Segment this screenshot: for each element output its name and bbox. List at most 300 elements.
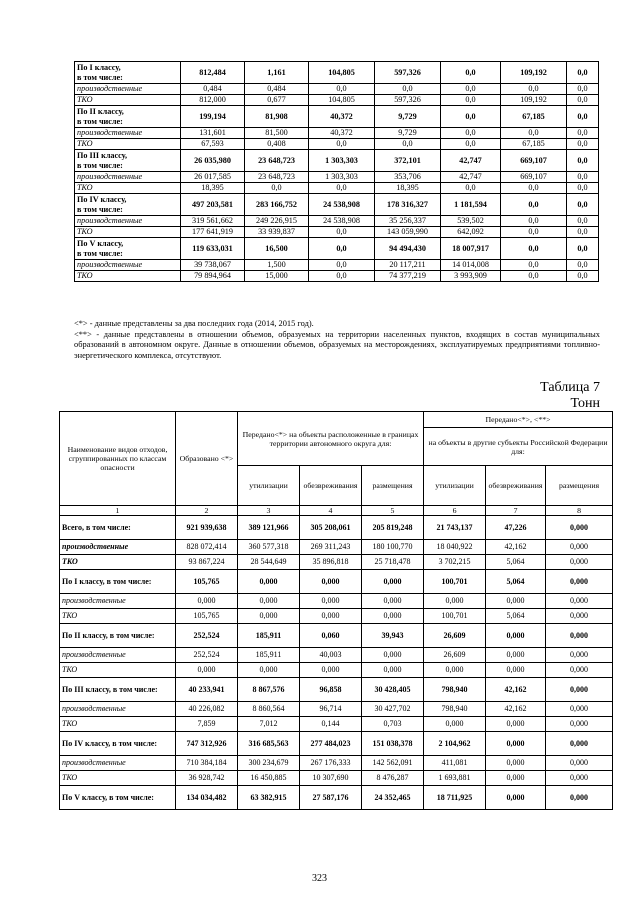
- table-unit: Тонн: [570, 396, 600, 411]
- table-cell: 0,000: [546, 732, 613, 756]
- table-cell: 0,000: [424, 663, 486, 678]
- table-cell: 40 226,082: [176, 702, 238, 717]
- table-cell: 0,0: [501, 194, 567, 216]
- header-util-2: утилизации: [424, 466, 486, 506]
- row-label: По V классу, в том числе:: [60, 786, 176, 810]
- table-cell: 0,0: [567, 150, 599, 172]
- col-num: 7: [486, 506, 546, 516]
- table-cell: 0,0: [309, 271, 375, 282]
- header-place-2: размещения: [546, 466, 613, 506]
- col-num: 5: [362, 506, 424, 516]
- table-cell: 40 233,941: [176, 678, 238, 702]
- row-label-line: в том числе:: [77, 204, 123, 214]
- table-cell: 27 587,176: [300, 786, 362, 810]
- table-cell: 104,805: [309, 95, 375, 106]
- table-cell: 0,000: [362, 570, 424, 594]
- table-cell: 67,593: [181, 139, 245, 150]
- table-cell: 0,000: [546, 648, 613, 663]
- header-util: утилизации: [238, 466, 300, 506]
- table-cell: 0,000: [300, 609, 362, 624]
- table-cell: 178 316,327: [375, 194, 441, 216]
- table-cell: 710 384,184: [176, 756, 238, 771]
- table-row: [75, 150, 599, 172]
- table-cell: 40,372: [309, 106, 375, 128]
- table-cell: 0,000: [546, 516, 613, 540]
- table-row: [75, 216, 599, 227]
- table-cell: 269 311,243: [300, 540, 362, 555]
- table-caption: Таблица 7: [540, 380, 600, 395]
- table-cell: 305 208,061: [300, 516, 362, 540]
- table-cell: 0,0: [375, 139, 441, 150]
- table-cell: 0,0: [441, 84, 501, 95]
- row-label: [75, 150, 181, 172]
- row-label: производственные: [60, 594, 176, 609]
- table-cell: 18,395: [181, 183, 245, 194]
- table-cell: 0,0: [567, 183, 599, 194]
- table-cell: 0,000: [486, 732, 546, 756]
- row-label: ТКО: [60, 555, 176, 570]
- table-cell: 14 014,008: [441, 260, 501, 271]
- table-cell: 18 711,925: [424, 786, 486, 810]
- table-cell: 1 303,303: [309, 150, 375, 172]
- table-cell: 0,0: [567, 172, 599, 183]
- table-cell: 0,0: [501, 84, 567, 95]
- table-cell: 0,0: [501, 227, 567, 238]
- table-cell: 0,060: [300, 624, 362, 648]
- table-cell: 411,081: [424, 756, 486, 771]
- table-cell: 67,185: [501, 139, 567, 150]
- table-cell: 1,161: [245, 62, 309, 84]
- table-cell: 0,0: [501, 128, 567, 139]
- table-cell: 0,703: [362, 717, 424, 732]
- table-cell: 16,500: [245, 238, 309, 260]
- table-cell: 0,000: [300, 663, 362, 678]
- table-cell: 0,0: [309, 238, 375, 260]
- table-row: [60, 732, 613, 756]
- table-row: [60, 540, 613, 555]
- header-name: Наименование видов отходов, сгруппированных по классам опасности: [60, 412, 176, 506]
- table-cell: 105,765: [176, 570, 238, 594]
- table-cell: 5,064: [486, 555, 546, 570]
- col-num: 6: [424, 506, 486, 516]
- table-cell: 23 648,723: [245, 150, 309, 172]
- row-label: производственные: [60, 540, 176, 555]
- row-label: [75, 194, 181, 216]
- table-cell: 0,0: [567, 106, 599, 128]
- table-cell: 5,064: [486, 609, 546, 624]
- table-cell: 0,0: [567, 139, 599, 150]
- table-cell: 96,858: [300, 678, 362, 702]
- table-cell: 0,000: [424, 594, 486, 609]
- table-cell: 0,484: [245, 84, 309, 95]
- row-label-line: в том числе:: [77, 72, 123, 82]
- row-label: ТКО: [60, 771, 176, 786]
- table-cell: 30 428,405: [362, 678, 424, 702]
- table-cell: 21 743,137: [424, 516, 486, 540]
- table-cell: 39 738,067: [181, 260, 245, 271]
- table-cell: 0,000: [546, 663, 613, 678]
- table-row: [75, 95, 599, 106]
- table-cell: 0,0: [441, 95, 501, 106]
- table-cell: 252,524: [176, 624, 238, 648]
- table-cell: 105,765: [176, 609, 238, 624]
- table-cell: 0,0: [309, 227, 375, 238]
- table-cell: 104,805: [309, 62, 375, 84]
- table-cell: 0,0: [501, 238, 567, 260]
- row-label-line: По V классу,: [77, 238, 124, 248]
- table-row: [75, 183, 599, 194]
- table-cell: 18 007,917: [441, 238, 501, 260]
- table-cell: 2 104,962: [424, 732, 486, 756]
- table-cell: 0,0: [245, 183, 309, 194]
- table-cell: 798,940: [424, 678, 486, 702]
- table-cell: 36 928,742: [176, 771, 238, 786]
- row-label: ТКО: [75, 139, 181, 150]
- row-label: производственные: [75, 216, 181, 227]
- table-cell: 42,747: [441, 150, 501, 172]
- table-cell: 669,107: [501, 172, 567, 183]
- table-cell: 42,747: [441, 172, 501, 183]
- table-cell: 0,677: [245, 95, 309, 106]
- table-cell: 0,000: [238, 663, 300, 678]
- table-row: [75, 271, 599, 282]
- row-label: ТКО: [75, 95, 181, 106]
- row-label: ТКО: [60, 663, 176, 678]
- table-cell: 0,000: [546, 702, 613, 717]
- table-cell: 94 494,430: [375, 238, 441, 260]
- table-cell: 23 648,723: [245, 172, 309, 183]
- table-cell: 669,107: [501, 150, 567, 172]
- table-cell: 143 059,990: [375, 227, 441, 238]
- page-number: 323: [312, 873, 327, 884]
- table-row: [75, 128, 599, 139]
- table-cell: 30 427,702: [362, 702, 424, 717]
- table-7: [59, 411, 613, 810]
- row-label: производственные: [75, 260, 181, 271]
- table-cell: 0,0: [567, 128, 599, 139]
- table-row: [60, 594, 613, 609]
- table-cell: 81,500: [245, 128, 309, 139]
- table-row: [75, 172, 599, 183]
- table-row: [75, 62, 599, 84]
- row-label: ТКО: [60, 717, 176, 732]
- table-cell: 353,706: [375, 172, 441, 183]
- row-label-line: в том числе:: [77, 248, 123, 258]
- table-row: [75, 260, 599, 271]
- table-row: [75, 139, 599, 150]
- table-cell: 597,326: [375, 95, 441, 106]
- table-cell: 0,484: [181, 84, 245, 95]
- table-cell: 0,000: [238, 609, 300, 624]
- table-cell: 316 685,563: [238, 732, 300, 756]
- table-cell: 0,408: [245, 139, 309, 150]
- table-cell: 0,0: [567, 62, 599, 84]
- table-cell: 921 939,638: [176, 516, 238, 540]
- table-cell: 798,940: [424, 702, 486, 717]
- table-cell: 134 034,482: [176, 786, 238, 810]
- table-cell: 26 017,585: [181, 172, 245, 183]
- table-cell: 0,0: [441, 139, 501, 150]
- table-cell: 109,192: [501, 62, 567, 84]
- table-cell: 277 484,023: [300, 732, 362, 756]
- row-label: [75, 238, 181, 260]
- header-place: размещения: [362, 466, 424, 506]
- table-cell: 96,714: [300, 702, 362, 717]
- table-cell: 40,372: [309, 128, 375, 139]
- table-cell: 185,911: [238, 624, 300, 648]
- table-cell: 597,326: [375, 62, 441, 84]
- table-row: [60, 570, 613, 594]
- table-cell: 5,064: [486, 570, 546, 594]
- footnote-1: <*> - данные представлены за два последних года (2014, 2015 год).: [74, 319, 314, 328]
- table-cell: 100,701: [424, 570, 486, 594]
- header-neutral: обезвреживания: [300, 466, 362, 506]
- table-cell: 0,000: [300, 594, 362, 609]
- table-cell: 0,000: [238, 594, 300, 609]
- table-cell: 0,000: [300, 570, 362, 594]
- row-label: ТКО: [75, 271, 181, 282]
- table-row: [60, 663, 613, 678]
- col-num: 2: [176, 506, 238, 516]
- table-cell: 7,859: [176, 717, 238, 732]
- row-label: производственные: [60, 756, 176, 771]
- table-cell: 185,911: [238, 648, 300, 663]
- table-cell: 8 867,576: [238, 678, 300, 702]
- table-cell: 0,000: [486, 624, 546, 648]
- table-cell: 0,0: [309, 84, 375, 95]
- table-cell: 1,500: [245, 260, 309, 271]
- table-cell: 180 100,770: [362, 540, 424, 555]
- table-cell: 389 121,966: [238, 516, 300, 540]
- table-cell: 100,701: [424, 609, 486, 624]
- table-cell: 0,000: [176, 663, 238, 678]
- table-cell: 812,484: [181, 62, 245, 84]
- table-cell: 360 577,318: [238, 540, 300, 555]
- table-cell: 8 860,564: [238, 702, 300, 717]
- table-row: [60, 756, 613, 771]
- table-cell: 151 038,378: [362, 732, 424, 756]
- row-label-line: По III классу,: [77, 150, 127, 160]
- table-cell: 0,000: [486, 717, 546, 732]
- table-cell: 40,003: [300, 648, 362, 663]
- table-cell: 0,000: [546, 717, 613, 732]
- table-cell: 0,000: [546, 756, 613, 771]
- table-cell: 93 867,224: [176, 555, 238, 570]
- table-row: [75, 227, 599, 238]
- table-row: [75, 84, 599, 95]
- table-cell: 199,194: [181, 106, 245, 128]
- table-row: [75, 106, 599, 128]
- table-cell: 24 538,908: [309, 194, 375, 216]
- col-num: 4: [300, 506, 362, 516]
- row-label: производственные: [60, 702, 176, 717]
- table-cell: 0,0: [567, 227, 599, 238]
- table-cell: 20 117,211: [375, 260, 441, 271]
- table-cell: 0,000: [546, 771, 613, 786]
- table-cell: 0,0: [309, 183, 375, 194]
- table-cell: 283 166,752: [245, 194, 309, 216]
- table-cell: 15,000: [245, 271, 309, 282]
- table-cell: 142 562,091: [362, 756, 424, 771]
- table-cell: 74 377,219: [375, 271, 441, 282]
- row-label-line: По I классу,: [77, 62, 121, 72]
- table-cell: 0,000: [546, 678, 613, 702]
- row-label: ТКО: [60, 609, 176, 624]
- row-label: ТКО: [75, 227, 181, 238]
- table-cell: 33 939,837: [245, 227, 309, 238]
- table-cell: 1 303,303: [309, 172, 375, 183]
- row-label: По I классу, в том числе:: [60, 570, 176, 594]
- table-cell: 0,0: [441, 128, 501, 139]
- table-cell: 0,0: [501, 216, 567, 227]
- row-label-line: По II классу,: [77, 106, 124, 116]
- table-cell: 372,101: [375, 150, 441, 172]
- table-row: [60, 702, 613, 717]
- table-cell: 26 035,980: [181, 150, 245, 172]
- table-cell: 319 561,662: [181, 216, 245, 227]
- table-cell: 0,000: [546, 570, 613, 594]
- table-row: [75, 194, 599, 216]
- table-cell: 0,0: [567, 260, 599, 271]
- table-row: [60, 516, 613, 540]
- table-cell: 747 312,926: [176, 732, 238, 756]
- table-cell: 39,943: [362, 624, 424, 648]
- table-cell: 0,000: [486, 594, 546, 609]
- table-cell: 0,0: [567, 238, 599, 260]
- table-cell: 63 382,915: [238, 786, 300, 810]
- col-num: 8: [546, 506, 613, 516]
- row-label-line: в том числе:: [77, 160, 123, 170]
- table-cell: 300 234,679: [238, 756, 300, 771]
- table-cell: 67,185: [501, 106, 567, 128]
- table-cell: 0,000: [546, 624, 613, 648]
- table-cell: 252,524: [176, 648, 238, 663]
- header-formed: Образовано <*>: [176, 412, 238, 506]
- table-cell: 28 544,649: [238, 555, 300, 570]
- table-cell: 25 718,478: [362, 555, 424, 570]
- table-cell: 267 176,333: [300, 756, 362, 771]
- table-cell: 0,000: [362, 609, 424, 624]
- table-row: [60, 648, 613, 663]
- table-cell: 0,000: [546, 555, 613, 570]
- table-row: [60, 678, 613, 702]
- table-cell: 177 641,919: [181, 227, 245, 238]
- table-cell: 24 538,908: [309, 216, 375, 227]
- table-cell: 0,000: [486, 771, 546, 786]
- table-row: [60, 786, 613, 810]
- table-by-class-continued: [74, 61, 599, 282]
- table-cell: 7,012: [238, 717, 300, 732]
- table-cell: 0,0: [501, 271, 567, 282]
- row-label: производственные: [75, 172, 181, 183]
- table-cell: 26,609: [424, 648, 486, 663]
- table-cell: 0,0: [567, 95, 599, 106]
- table-cell: 0,0: [441, 183, 501, 194]
- row-label-line: По IV классу,: [77, 194, 127, 204]
- row-label: По IV классу, в том числе:: [60, 732, 176, 756]
- table-cell: 539,502: [441, 216, 501, 227]
- header-neutral-2: обезвреживания: [486, 466, 546, 506]
- table-cell: 0,000: [546, 594, 613, 609]
- table-cell: 0,000: [546, 609, 613, 624]
- table-cell: 0,000: [546, 786, 613, 810]
- table-cell: 35 896,818: [300, 555, 362, 570]
- table-cell: 0,0: [567, 194, 599, 216]
- row-label: производственные: [60, 648, 176, 663]
- table-cell: 35 256,337: [375, 216, 441, 227]
- table-cell: 497 203,581: [181, 194, 245, 216]
- table-cell: 3 993,909: [441, 271, 501, 282]
- table-cell: 81,908: [245, 106, 309, 128]
- table-cell: 0,0: [309, 139, 375, 150]
- table-cell: 26,609: [424, 624, 486, 648]
- table-cell: 0,000: [546, 540, 613, 555]
- row-label: ТКО: [75, 183, 181, 194]
- row-label: Всего, в том числе:: [60, 516, 176, 540]
- table-cell: 0,0: [567, 216, 599, 227]
- col-num: 3: [238, 506, 300, 516]
- table-cell: 3 702,215: [424, 555, 486, 570]
- table-cell: 42,162: [486, 678, 546, 702]
- table-cell: 8 476,287: [362, 771, 424, 786]
- table-row: [75, 238, 599, 260]
- table-cell: 109,192: [501, 95, 567, 106]
- table-cell: 0,000: [362, 663, 424, 678]
- table-cell: 10 307,690: [300, 771, 362, 786]
- table-cell: 0,144: [300, 717, 362, 732]
- table-cell: 0,0: [567, 271, 599, 282]
- table-cell: 0,0: [375, 84, 441, 95]
- table-cell: 0,000: [238, 570, 300, 594]
- footnotes: [74, 319, 600, 361]
- table-row: [60, 609, 613, 624]
- table-cell: 42,162: [486, 702, 546, 717]
- col-num: 1: [60, 506, 176, 516]
- row-label: [75, 106, 181, 128]
- table-cell: 47,226: [486, 516, 546, 540]
- table-cell: 0,0: [567, 84, 599, 95]
- table-cell: 642,092: [441, 227, 501, 238]
- table-cell: 42,162: [486, 540, 546, 555]
- table-cell: 0,0: [501, 183, 567, 194]
- table-cell: 0,0: [441, 62, 501, 84]
- table-cell: 18,395: [375, 183, 441, 194]
- row-label: производственные: [75, 128, 181, 139]
- header-other-top: Передано<*>, <**>: [424, 412, 613, 428]
- table-cell: 79 894,964: [181, 271, 245, 282]
- table-cell: 119 633,031: [181, 238, 245, 260]
- table-row: [60, 624, 613, 648]
- table-cell: 0,000: [362, 648, 424, 663]
- row-label: По II классу, в том числе:: [60, 624, 176, 648]
- table-row: [60, 717, 613, 732]
- table-cell: 0,000: [486, 648, 546, 663]
- table-row: [60, 771, 613, 786]
- table-cell: 249 226,915: [245, 216, 309, 227]
- table-cell: 0,0: [309, 260, 375, 271]
- table-cell: 0,000: [486, 663, 546, 678]
- table-cell: 9,729: [375, 106, 441, 128]
- table-cell: 1 693,881: [424, 771, 486, 786]
- table-cell: 18 040,922: [424, 540, 486, 555]
- table-cell: 0,0: [441, 106, 501, 128]
- table-row: [60, 555, 613, 570]
- table-cell: 0,000: [486, 756, 546, 771]
- header-okrug: Передано<*> на объекты расположенные в границах территории автономного округа для:: [238, 412, 424, 466]
- table-cell: 0,000: [176, 594, 238, 609]
- table-cell: 828 072,414: [176, 540, 238, 555]
- row-label: [75, 62, 181, 84]
